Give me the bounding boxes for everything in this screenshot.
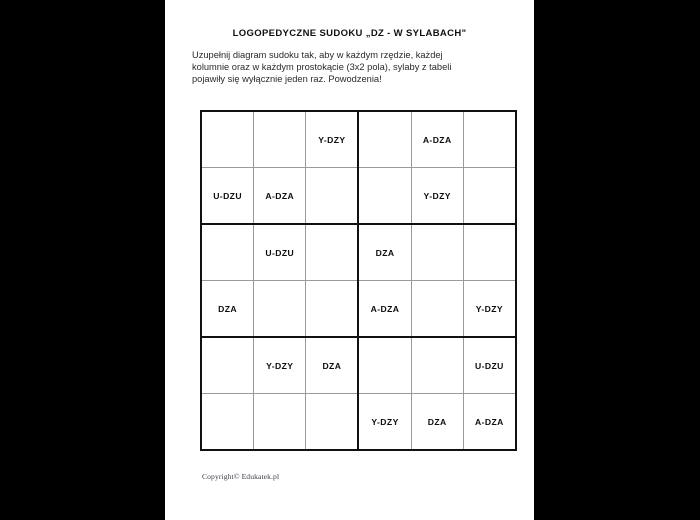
table-row [201,224,516,281]
sudoku-cell-r3c5[interactable] [411,224,463,281]
worksheet-content [165,0,534,520]
sudoku-cell-r3c1[interactable] [201,224,254,281]
sudoku-cell-r5c1[interactable] [201,337,254,394]
sudoku-cell-r4c4[interactable]: A-DZA [358,281,411,338]
sudoku-cell-r1c6[interactable] [463,111,516,168]
sudoku-cell-r5c6[interactable]: U-DZU [463,337,516,394]
sudoku-cell-r5c3[interactable]: DZA [306,337,359,394]
page-title: LOGOPEDYCZNE SUDOKU „DZ - W SYLABACH" [232,28,467,39]
sudoku-cell-r3c2[interactable]: U-DZU [254,224,306,281]
sudoku-cell-r1c4[interactable] [358,111,411,168]
sudoku-cell-r1c3[interactable]: Y-DZY [306,111,359,168]
sudoku-cell-r5c4[interactable] [358,337,411,394]
instructions-line-2: kolumnie oraz w każdym prostokącie (3x2 pola), sylaby z tabeli [192,62,452,73]
sudoku-cell-r4c1[interactable]: DZA [201,281,254,338]
sudoku-cell-r5c2[interactable]: Y-DZY [254,337,306,394]
instructions-line-3: pojawiły się wyłącznie jeden raz. Powodzenia! [192,74,382,85]
sudoku-cell-r5c5[interactable] [411,337,463,394]
table-row [201,281,516,338]
instructions-block [192,49,510,86]
table-row [201,337,516,394]
sudoku-cell-r3c3[interactable] [306,224,359,281]
sudoku-table[interactable] [200,110,517,451]
sudoku-cell-r4c2[interactable] [254,281,306,338]
table-row [201,111,516,168]
sudoku-cell-r6c6[interactable]: A-DZA [463,394,516,451]
sudoku-cell-r4c6[interactable]: Y-DZY [463,281,516,338]
sudoku-cell-r6c2[interactable] [254,394,306,451]
instructions-line-1: Uzupełnij diagram sudoku tak, aby w każdym rzędzie, każdej [192,50,443,60]
sudoku-cell-r4c3[interactable] [306,281,359,338]
copyright-notice: Copyright© Edukatek.pl [202,472,280,481]
sudoku-cell-r2c4[interactable] [358,168,411,225]
sudoku-cell-r3c4[interactable]: DZA [358,224,411,281]
sudoku-cell-r6c1[interactable] [201,394,254,451]
sudoku-cell-r1c2[interactable] [254,111,306,168]
sudoku-cell-r6c5[interactable]: DZA [411,394,463,451]
sudoku-cell-r1c5[interactable]: A-DZA [411,111,463,168]
sudoku-cell-r4c5[interactable] [411,281,463,338]
sudoku-cell-r3c6[interactable] [463,224,516,281]
sudoku-cell-r2c2[interactable]: A-DZA [254,168,306,225]
sudoku-cell-r2c1[interactable]: U-DZU [201,168,254,225]
sudoku-cell-r2c6[interactable] [463,168,516,225]
table-row [201,394,516,451]
sudoku-cell-r2c3[interactable] [306,168,359,225]
sudoku-cell-r1c1[interactable] [201,111,254,168]
table-row [201,168,516,225]
worksheet-page [165,0,534,520]
sudoku-grid[interactable] [200,110,507,440]
sudoku-cell-r2c5[interactable]: Y-DZY [411,168,463,225]
sudoku-cell-r6c3[interactable] [306,394,359,451]
sudoku-cell-r6c4[interactable]: Y-DZY [358,394,411,451]
